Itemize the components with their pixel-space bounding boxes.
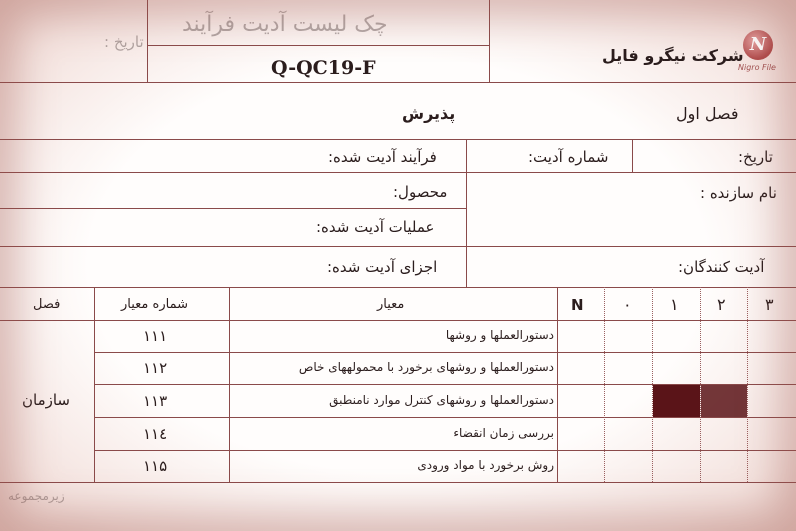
criterion-number: ۱۱۱: [143, 327, 168, 345]
header-divider: [147, 45, 489, 46]
header-score-2: ۲: [717, 295, 726, 314]
header-n: N: [571, 296, 584, 314]
score-cell-marked: [653, 385, 700, 417]
header-divider: [147, 0, 148, 82]
header-date-label: تاریخ :: [104, 33, 144, 51]
info-divider: [632, 139, 633, 172]
row-line: [0, 287, 796, 288]
criterion-number: ۱۱۲: [143, 359, 168, 377]
criterion-text: دستورالعملها و روشها: [445, 328, 554, 342]
checklist-title: چک لیست آدیت فرآیند: [182, 12, 388, 37]
row-line: [0, 139, 796, 140]
table-header-line: [0, 320, 796, 321]
company-logo: N: [743, 30, 773, 60]
info-divider: [466, 139, 467, 287]
criterion-text: بررسی زمان انقضاء: [453, 426, 554, 440]
audited-parts-label: اجزای آدیت شده:: [327, 258, 438, 276]
chapter-title: فصل اول: [676, 104, 739, 123]
table-bottom-line: [0, 482, 796, 483]
table-row-line: [94, 417, 796, 418]
header-criterion-number: شماره معیار: [121, 297, 188, 312]
group-label: سازمان: [22, 391, 71, 409]
product-label: محصول:: [393, 183, 448, 201]
criterion-number: ۱۱٤: [143, 425, 168, 443]
logo-caption: Nigro File: [738, 63, 776, 72]
criterion-text: دستورالعملها و روشهای برخورد با محمولههای خاص: [298, 360, 554, 374]
organizer-label: نام سازنده :: [700, 184, 777, 202]
audit-number-label: شماره آدیت:: [528, 148, 609, 166]
company-name: شرکت نیگرو فایل: [602, 46, 744, 65]
audited-process-label: فرآیند آدیت شده:: [328, 148, 437, 166]
audited-operations-label: عملیات آدیت شده:: [316, 218, 435, 236]
header-divider: [489, 0, 490, 82]
row-line: [0, 208, 466, 209]
process-title: پذیرش: [402, 104, 456, 123]
row-line: [0, 172, 796, 173]
header-bottom-line: [0, 82, 796, 83]
criterion-number: ۱۱۵: [143, 457, 168, 475]
header-score-1: ۱: [670, 295, 679, 314]
table-row-line: [94, 352, 796, 353]
table-row-line: [94, 450, 796, 451]
info-date-label: تاریخ:: [738, 148, 773, 166]
header-score-0: ۰: [623, 295, 632, 314]
document-code: Q-QC19-F: [271, 57, 376, 79]
subtotal-label: زیرمجموعه: [8, 489, 65, 503]
header-score-3: ۳: [765, 295, 774, 314]
criterion-text: دستورالعملها و روشهای کنترل موارد نامنطبق: [329, 393, 554, 407]
header-criterion: معیار: [377, 297, 405, 312]
header-chapter: فصل: [33, 297, 61, 312]
auditors-label: آدیت کنندگان:: [678, 258, 765, 276]
criterion-text: روش برخورد با مواد ورودی: [417, 458, 554, 472]
row-line: [0, 246, 796, 247]
score-cell-marked: [701, 385, 747, 417]
criterion-number: ۱۱۳: [143, 392, 168, 410]
